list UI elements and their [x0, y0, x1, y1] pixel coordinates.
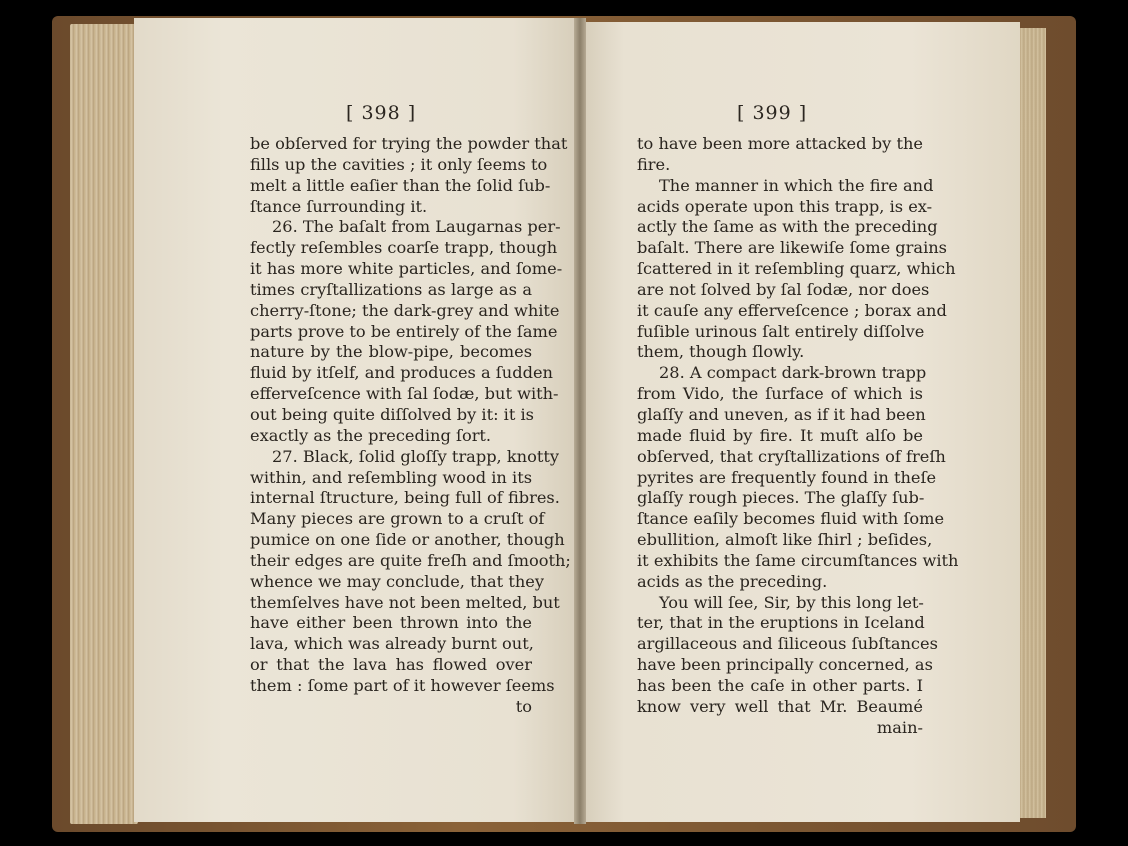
text-line: has been the caſe in other parts. I — [637, 675, 923, 695]
text-line: acids as the preceding. — [637, 571, 828, 591]
text-line: ter, that in the eruptions in Iceland — [637, 613, 925, 633]
text-line: efferveſcence with ſal ſodæ, but with- — [250, 384, 559, 404]
text-line: nature by the blow-pipe, becomes — [250, 342, 532, 362]
text-line: have either been thrown into the — [250, 613, 532, 633]
right-page — [580, 22, 1020, 822]
text-line: fuſible urinous ſalt entirely diſſolve — [637, 321, 925, 341]
text-line: times cryſtallizations as large as a — [250, 279, 532, 299]
text-line: 27. Black, ſolid gloſſy trapp, knotty — [272, 446, 559, 466]
text-line: whence we may conclude, that they — [250, 571, 544, 591]
text-line: glaſſy and uneven, as if it had been — [637, 404, 926, 424]
text-line: it exhibits the ſame circumſtances with — [637, 550, 959, 570]
text-line: it cauſe any efferveſcence ; borax and — [637, 300, 947, 320]
text-line: fectly reſembles coarſe trapp, though — [250, 238, 558, 258]
text-line: ſcattered in it reſembling quarz, which — [637, 259, 956, 279]
text-line: out being quite diſſolved by it: it is — [250, 404, 534, 424]
text-line: ſtance ſurrounding it. — [250, 196, 428, 216]
text-line: parts prove to be entirely of the ſame — [250, 321, 558, 341]
text-line: pyrites are frequently found in theſe — [637, 467, 937, 487]
text-line: within, and reſembling wood in its — [250, 467, 532, 487]
text-line: or that the lava has flowed over — [250, 655, 532, 675]
text-line: to have been more attacked by the — [637, 134, 923, 153]
text-line: them : ſome part of it however ſeems — [250, 675, 555, 695]
left-page-text — [250, 134, 571, 718]
text-line: internal ſtructure, being full of fibres. — [250, 488, 560, 508]
text-line: lava, which was already burnt out, — [250, 634, 534, 654]
book-gutter — [574, 18, 586, 824]
right-page-text — [637, 134, 959, 738]
text-line: 26. The baſalt from Laugarnas per- — [272, 217, 561, 237]
text-line: fire. — [637, 154, 671, 174]
text-line: baſalt. There are likewiſe ſome grains — [637, 238, 947, 258]
text-line: ebullition, almoſt like ſhirl ; beſides, — [637, 530, 933, 550]
text-line: themſelves have not been melted, but — [250, 592, 560, 612]
page-edges-left — [70, 24, 138, 824]
text-line: The manner in which the fire and — [659, 175, 934, 195]
text-line: Many pieces are grown to a cruſt of — [250, 509, 545, 529]
text-line: cherry-ſtone; the dark-grey and white — [250, 300, 560, 320]
left-page — [134, 18, 580, 822]
text-line: actly the ſame as with the preceding — [637, 217, 938, 237]
text-line: fluid by itſelf, and produces a ſudden — [250, 363, 553, 383]
text-line: it has more white particles, and ſome- — [250, 259, 563, 279]
text-line: pumice on one ſide or another, though — [250, 530, 565, 550]
text-line: argillaceous and ſiliceous ſubſtances — [637, 634, 938, 654]
text-line: are not ſolved by ſal ſodæ, nor does — [637, 279, 930, 299]
text-line: to — [515, 696, 532, 716]
page-number-header: [ 399 ] — [737, 102, 808, 124]
text-line: main- — [876, 717, 923, 737]
text-line: ſtance eaſily becomes fluid with ſome — [637, 509, 945, 529]
text-line: from Vido, the ſurface of which is — [637, 384, 923, 404]
text-line: fills up the cavities ; it only ſeems to — [250, 154, 548, 174]
text-line: You will ſee, Sir, by this long let- — [659, 592, 924, 612]
text-line: made fluid by fire. It muſt alſo be — [637, 425, 923, 445]
text-line: them, though ſlowly. — [637, 342, 805, 362]
text-line: melt a little eaſier than the ſolid ſub- — [250, 175, 551, 195]
text-line: have been principally concerned, as — [637, 655, 933, 675]
text-line: glaſſy rough pieces. The glaſſy ſub- — [637, 488, 925, 508]
text-line: acids operate upon this trapp, is ex- — [637, 196, 933, 216]
text-line: exactly as the preceding ſort. — [250, 425, 492, 445]
page-number-header: [ 398 ] — [346, 102, 417, 124]
text-line: obſerved, that cryſtallizations of freſh — [637, 446, 946, 466]
text-line: their edges are quite freſh and ſmooth; — [250, 550, 571, 570]
text-line: 28. A compact dark-brown trapp — [659, 363, 927, 383]
text-line: know very well that Mr. Beaumé — [637, 696, 923, 716]
text-line: be obſerved for trying the powder that — [250, 134, 568, 153]
